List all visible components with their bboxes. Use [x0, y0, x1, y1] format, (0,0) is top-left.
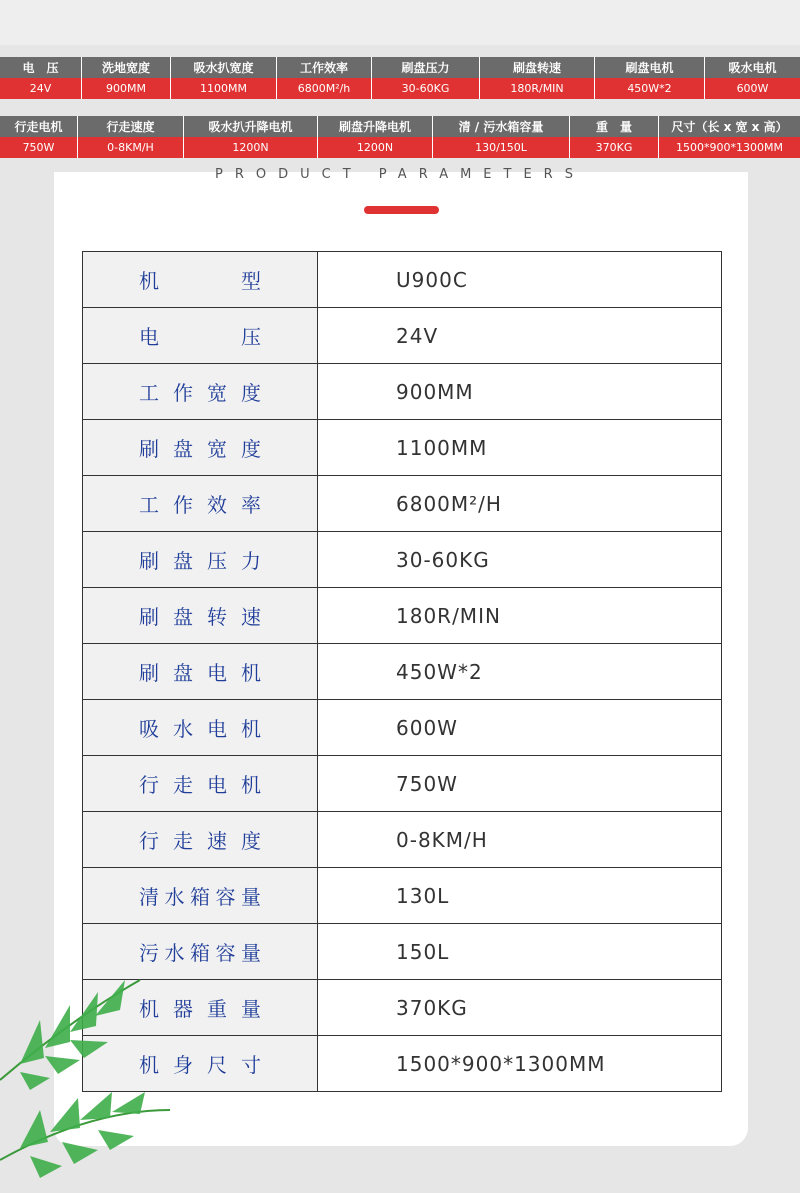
strip-header: 清 / 污水箱容量 — [433, 116, 570, 137]
strip-header: 行走速度 — [78, 116, 184, 137]
strip-header: 吸水扒升降电机 — [184, 116, 318, 137]
param-label-cell — [83, 532, 318, 588]
spec-strip-2 — [0, 116, 800, 158]
strip-header: 刷盘压力 — [372, 57, 480, 78]
strip-value: 1500*900*1300MM — [659, 137, 800, 158]
param-row — [83, 812, 722, 868]
param-value: 1500*900*1300MM — [318, 1036, 722, 1092]
top-band — [0, 0, 800, 45]
param-value: 150L — [318, 924, 722, 980]
param-value: 370KG — [318, 980, 722, 1036]
param-value: 900MM — [318, 364, 722, 420]
param-label-cell — [83, 700, 318, 756]
param-label: 刷盘压力 — [139, 549, 261, 573]
param-label-cell — [83, 420, 318, 476]
param-row — [83, 644, 722, 700]
param-row — [83, 868, 722, 924]
spec-strip-2-values — [0, 137, 800, 158]
param-row — [83, 532, 722, 588]
param-label-cell — [83, 252, 318, 308]
param-label: 工作效率 — [139, 493, 261, 517]
param-value: 450W*2 — [318, 644, 722, 700]
param-label-cell — [83, 812, 318, 868]
param-label: 清水箱容量 — [139, 885, 261, 909]
strip-header: 洗地宽度 — [82, 57, 171, 78]
param-value: 130L — [318, 868, 722, 924]
param-label-cell — [83, 476, 318, 532]
param-row — [83, 476, 722, 532]
param-label: 机型 — [139, 269, 261, 293]
spec-strip-1-headers — [0, 57, 800, 78]
strip-value: 450W*2 — [595, 78, 705, 99]
strip-header: 刷盘转速 — [480, 57, 595, 78]
spec-strip-1 — [0, 57, 800, 99]
param-value: 6800M²/H — [318, 476, 722, 532]
param-label: 电压 — [139, 325, 261, 349]
spec-strip-2-headers — [0, 116, 800, 137]
spec-strip-1-values — [0, 78, 800, 99]
param-value: 24V — [318, 308, 722, 364]
strip-value: 24V — [0, 78, 82, 99]
strip-value: 30-60KG — [372, 78, 480, 99]
param-row — [83, 756, 722, 812]
strip-value: 370KG — [570, 137, 659, 158]
param-label: 污水箱容量 — [139, 941, 261, 965]
strip-header: 行走电机 — [0, 116, 78, 137]
param-value: 750W — [318, 756, 722, 812]
param-row — [83, 252, 722, 308]
strip-value: 750W — [0, 137, 78, 158]
strip-header: 刷盘升降电机 — [318, 116, 433, 137]
param-value: 1100MM — [318, 420, 722, 476]
strip-value: 180R/MIN — [480, 78, 595, 99]
param-label: 吸水电机 — [139, 717, 261, 741]
param-value: 0-8KM/H — [318, 812, 722, 868]
param-label: 刷盘转速 — [139, 605, 261, 629]
param-value: U900C — [318, 252, 722, 308]
param-value: 30-60KG — [318, 532, 722, 588]
palm-leaf-decoration — [0, 960, 200, 1193]
strip-value: 1200N — [318, 137, 433, 158]
param-row — [83, 588, 722, 644]
accent-bar — [364, 206, 439, 214]
strip-value: 1200N — [184, 137, 318, 158]
strip-value: 6800M²/h — [277, 78, 372, 99]
section-subtitle: PRODUCT PARAMETERS — [215, 167, 585, 182]
param-label-cell — [83, 364, 318, 420]
param-label: 机器重量 — [139, 997, 261, 1021]
strip-value: 1100MM — [171, 78, 277, 99]
strip-header: 重 量 — [570, 116, 659, 137]
param-label-cell — [83, 644, 318, 700]
strip-value: 900MM — [82, 78, 171, 99]
param-label: 行走电机 — [139, 773, 261, 797]
strip-header: 刷盘电机 — [595, 57, 705, 78]
strip-header: 电 压 — [0, 57, 82, 78]
strip-header: 吸水电机 — [705, 57, 800, 78]
param-label: 机身尺寸 — [139, 1053, 261, 1077]
strip-header: 尺寸（长 x 宽 x 高） — [659, 116, 800, 137]
param-label: 工作宽度 — [139, 381, 261, 405]
strip-header: 吸水扒宽度 — [171, 57, 277, 78]
param-row — [83, 420, 722, 476]
strip-value: 130/150L — [433, 137, 570, 158]
param-value: 600W — [318, 700, 722, 756]
param-label-cell — [83, 308, 318, 364]
param-row — [83, 364, 722, 420]
param-label-cell — [83, 868, 318, 924]
param-label-cell — [83, 756, 318, 812]
param-label: 刷盘电机 — [139, 661, 261, 685]
strip-value: 0-8KM/H — [78, 137, 184, 158]
strip-header: 工作效率 — [277, 57, 372, 78]
strip-value: 600W — [705, 78, 800, 99]
param-value: 180R/MIN — [318, 588, 722, 644]
param-label-cell — [83, 588, 318, 644]
param-label: 行走速度 — [139, 829, 261, 853]
param-row — [83, 308, 722, 364]
param-label: 刷盘宽度 — [139, 437, 261, 461]
param-row — [83, 700, 722, 756]
